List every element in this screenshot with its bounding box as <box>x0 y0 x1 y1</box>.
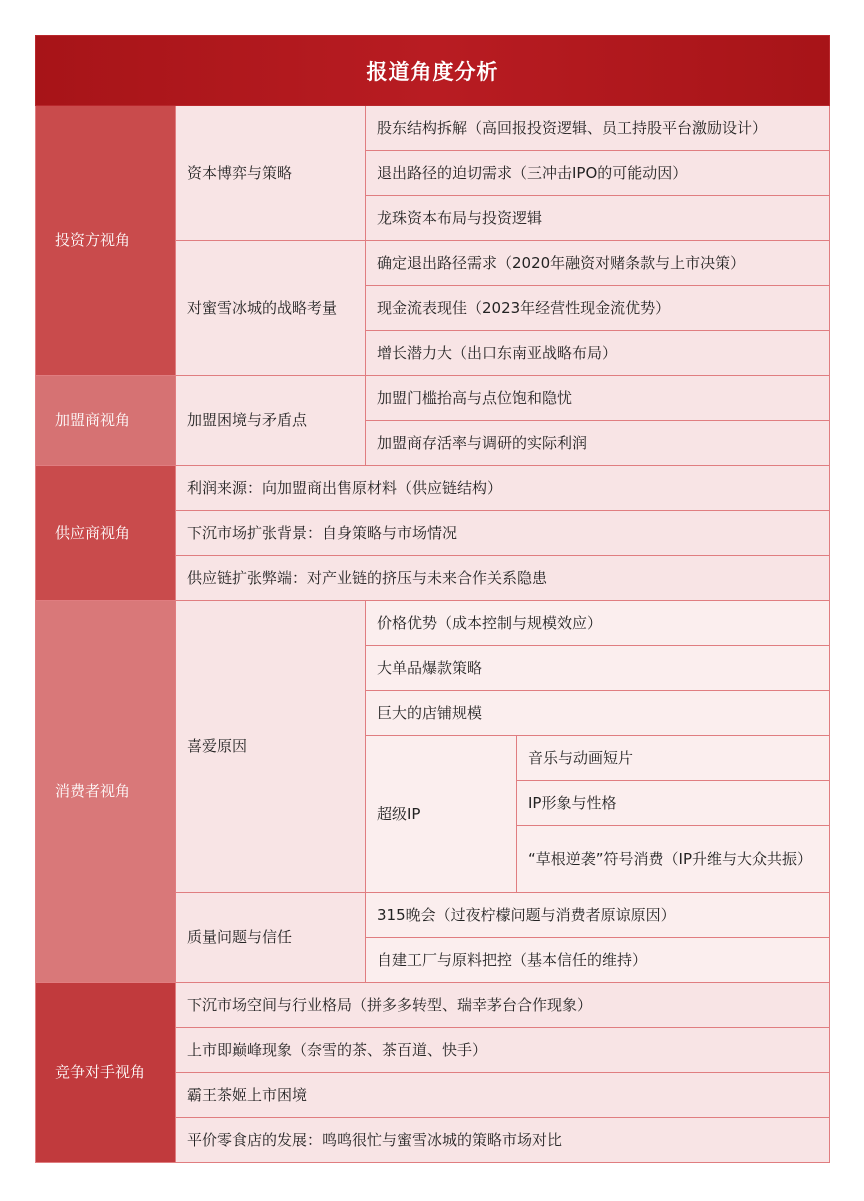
list-item: IP形象与性格 <box>517 781 830 826</box>
franchisee-group-dilemma: 加盟困境与矛盾点 <box>176 376 366 466</box>
analysis-table <box>35 35 830 1163</box>
list-item: 加盟门槛抬高与点位饱和隐忧 <box>366 376 830 421</box>
consumer-subgroup-super-ip: 超级IP <box>366 736 517 893</box>
list-item: 上市即巅峰现象（奈雪的茶、茶百道、快手） <box>176 1028 830 1073</box>
list-item: 确定退出路径需求（2020年融资对赌条款与上市决策） <box>366 241 830 286</box>
perspective-franchisee: 加盟商视角 <box>36 376 176 466</box>
table-title: 报道角度分析 <box>36 36 830 106</box>
perspective-investor: 投资方视角 <box>36 106 176 376</box>
list-item: 下沉市场扩张背景：自身策略与市场情况 <box>176 511 830 556</box>
list-item: 增长潜力大（出口东南亚战略布局） <box>366 331 830 376</box>
list-item: “草根逆袭”符号消费（IP升维与大众共振） <box>517 826 830 893</box>
list-item: 音乐与动画短片 <box>517 736 830 781</box>
list-item: 巨大的店铺规模 <box>366 691 830 736</box>
list-item: 霸王茶姬上市困境 <box>176 1073 830 1118</box>
list-item: 加盟商存活率与调研的实际利润 <box>366 421 830 466</box>
list-item: 股东结构拆解（高回报投资逻辑、员工持股平台激励设计） <box>366 106 830 151</box>
analysis-table-frame <box>35 35 829 1163</box>
list-item: 平价零食店的发展：鸣鸣很忙与蜜雪冰城的策略市场对比 <box>176 1118 830 1163</box>
investor-group-capital: 资本博弈与策略 <box>176 106 366 241</box>
perspective-supplier: 供应商视角 <box>36 466 176 601</box>
list-item: 利润来源：向加盟商出售原材料（供应链结构） <box>176 466 830 511</box>
perspective-consumer: 消费者视角 <box>36 601 176 983</box>
list-item: 自建工厂与原料把控（基本信任的维持） <box>366 938 830 983</box>
list-item: 大单品爆款策略 <box>366 646 830 691</box>
list-item: 315晚会（过夜柠檬问题与消费者原谅原因） <box>366 893 830 938</box>
consumer-group-quality: 质量问题与信任 <box>176 893 366 983</box>
list-item: 退出路径的迫切需求（三冲击IPO的可能动因） <box>366 151 830 196</box>
list-item: 供应链扩张弊端：对产业链的挤压与未来合作关系隐患 <box>176 556 830 601</box>
list-item: 龙珠资本布局与投资逻辑 <box>366 196 830 241</box>
perspective-competitor: 竞争对手视角 <box>36 983 176 1163</box>
consumer-group-love: 喜爱原因 <box>176 601 366 893</box>
list-item: 现金流表现佳（2023年经营性现金流优势） <box>366 286 830 331</box>
investor-group-strategy: 对蜜雪冰城的战略考量 <box>176 241 366 376</box>
list-item: 价格优势（成本控制与规模效应） <box>366 601 830 646</box>
list-item: 下沉市场空间与行业格局（拼多多转型、瑞幸茅台合作现象） <box>176 983 830 1028</box>
